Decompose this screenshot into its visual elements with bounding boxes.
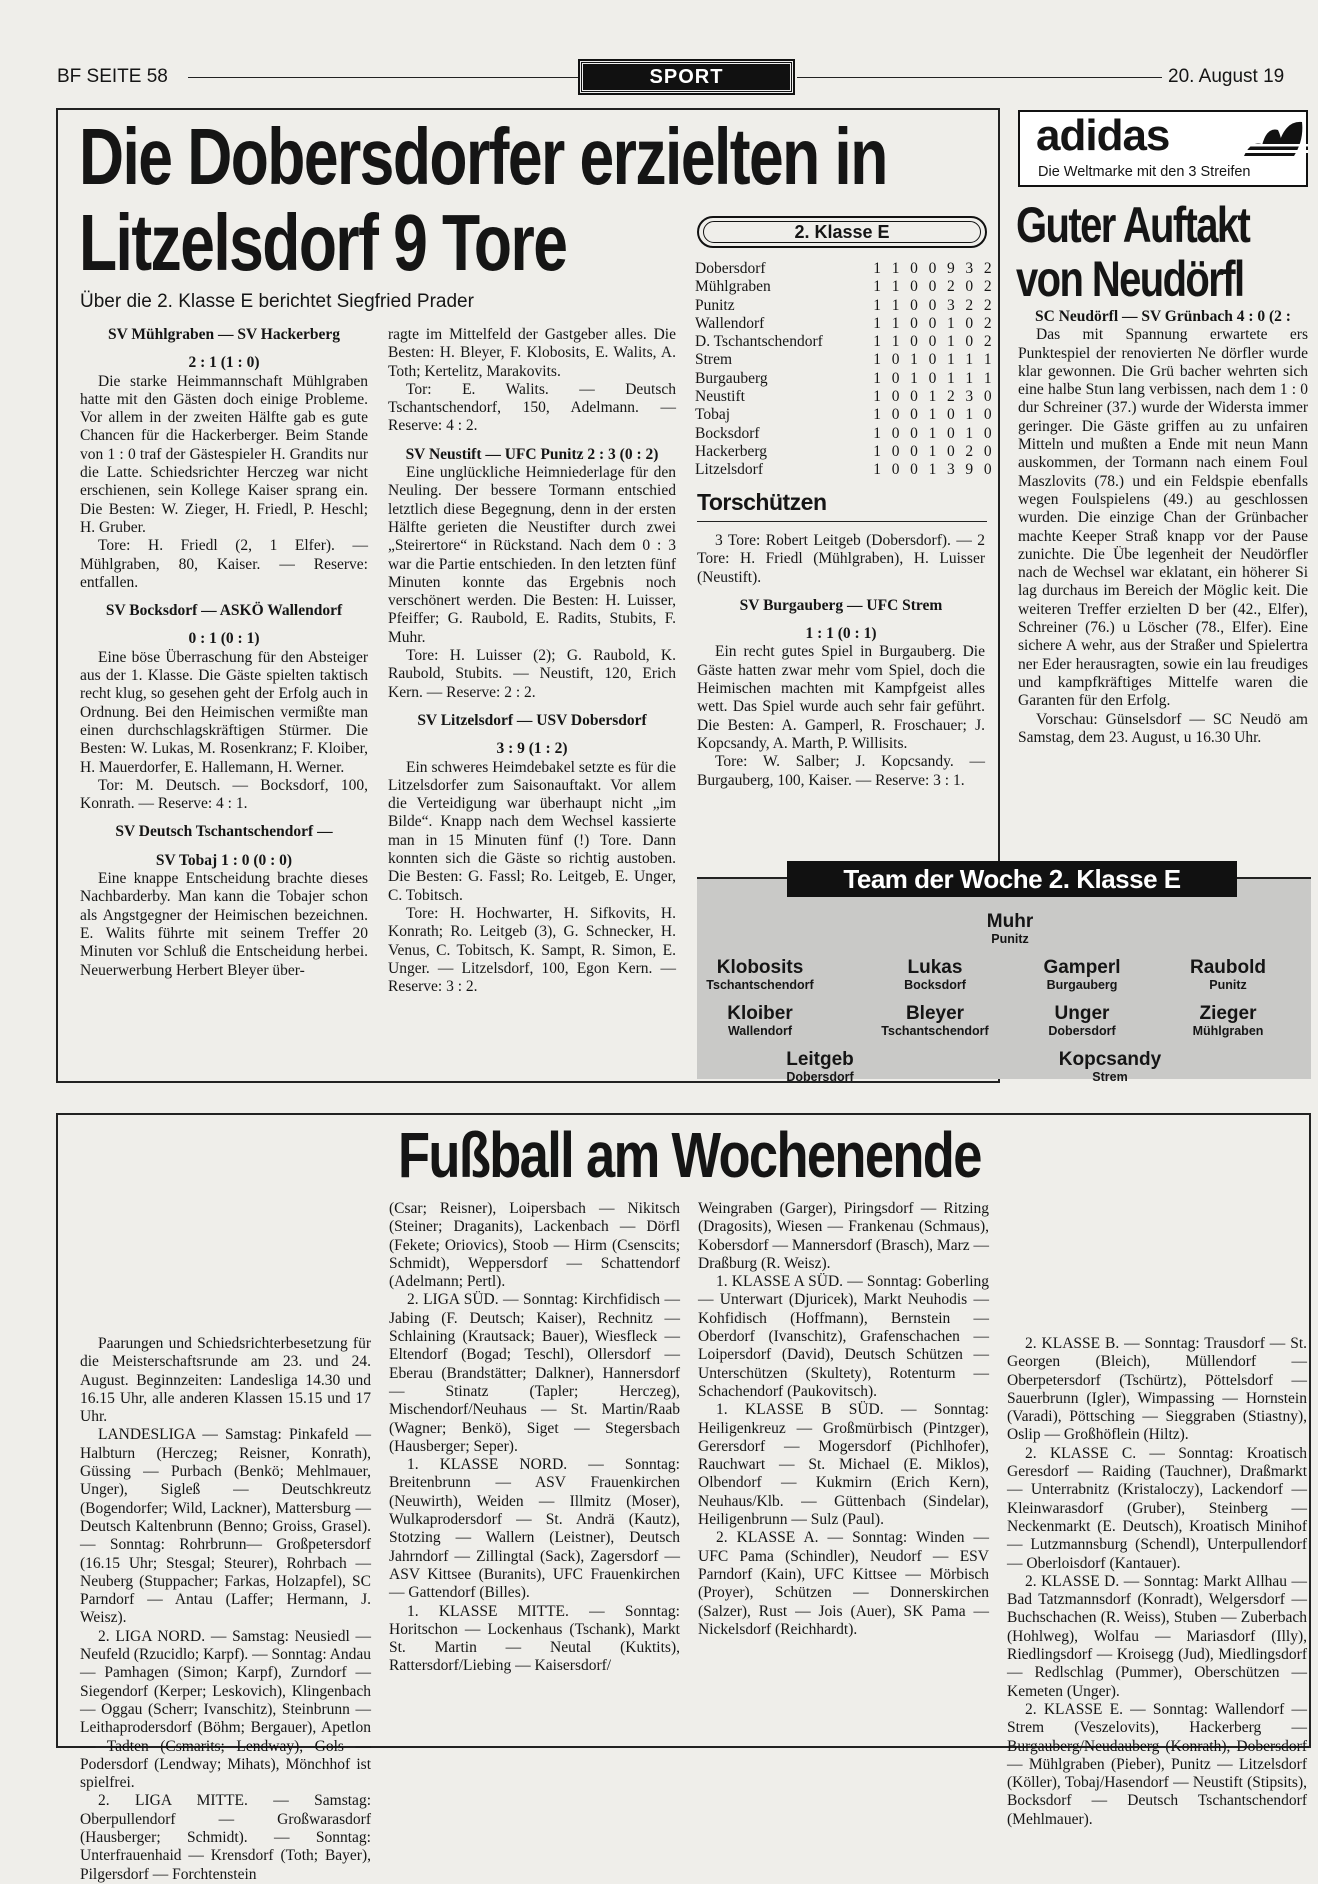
player-name: Klobosits (716, 957, 804, 978)
player-name: Unger (1054, 1003, 1110, 1024)
fixture-paragraph: 1. KLASSE A SÜD. — Sonntag: Goberling — Unterwart (Djuricek), Markt Neuhodis — Kohfidisch (Hoffmann), Bernstein — Oberdorf (Ivanschitz), Grafenschachen — Loipersdorf (David), Deutsch Schützen — Unterschützen (Skultety), Rotenturm — Schachendorf (Paukovitsch). (698, 1273, 989, 1400)
player-club: Dobersdorf (786, 1070, 854, 1084)
table-stats: 1 0 0 1 2 3 0 (873, 388, 995, 406)
table-row (695, 315, 995, 333)
standings-table (695, 260, 995, 480)
table-stats: 1 1 0 0 1 0 2 (873, 333, 995, 351)
table-stats: 1 1 0 0 1 0 2 (873, 314, 995, 332)
table-team: Burgauberg (695, 369, 768, 387)
table-stats: 1 0 0 1 3 9 0 (873, 461, 995, 479)
player-club: Wallendorf (727, 1024, 793, 1038)
match-heading: SV Mühlgraben — SV Hackerberg (108, 326, 340, 343)
headline-line-2: Litzelsdorf 9 Tore (79, 198, 567, 287)
table-stats: 1 0 0 1 0 1 0 (873, 406, 995, 424)
player-name: Kopcsandy (1058, 1049, 1162, 1070)
article1-column-3 (697, 532, 985, 790)
adidas-tagline: Die Weltmarke mit den 3 Streifen (1038, 164, 1251, 180)
paragraph: Das mit Spannung erwartete ers Punktespiel der renovierten Ne dörfler wurde klar gewonnen. Die Grü bacher wehrten sich eine halbe Stun lang verbissen, nach dem 1 : 0 dur Schreiner (37.) wurde der Widersta immer geringer. Die Gäste griffen au zu unfairen Mitteln und mußten a Ende mit neun Mann auskommen, der Tormann nach einem Foul Maszlovits (78.) und ein Feldspie ebenfalls wegen Foulspielens (49.) au geschlossen wurden. Die einzige Chan der Grünbacher machte Keeper Straß knapp vor der Pause zunichte. Die Übe legenheit der Neudörfler nach de Wechsel war eklatant, ein höherer Si lag durchaus im Bereich der Möglic keit. Die weiteren Treffer erzielten D ber (42., Elfer), Schreiner (76.) u Löscher (78., Elfer). Eine sichere A wehr, aus der Straßer und Spielertra ner Eder herausragten, sowie ein lau freudiges und kampfkräftiges Mittelfe waren die Garanten für den Erfolg. (1018, 326, 1308, 710)
player-club: Punitz (1209, 978, 1247, 992)
table-team: Strem (695, 351, 733, 369)
table-row (695, 297, 995, 315)
player-club: Mühlgraben (1192, 1024, 1264, 1038)
table-row (695, 388, 995, 406)
fixture-paragraph: Paarungen und Schiedsrichterbesetzung für die Meisterschaftsrunde am 23. und 24. August. Beginnzeiten: Landesliga 14.30 und 16.15 Uhr, alle anderen Klassen 15.15 und 17 Uhr. (80, 1335, 371, 1426)
header-rule-right (797, 77, 1162, 78)
table-team: D. Tschantschendorf (695, 333, 823, 351)
table-title: 2. Klasse E (703, 221, 981, 243)
match-heading: SV Burgauberg — UFC Strem (739, 596, 943, 614)
match-heading: 2 : 1 (1 : 0) (188, 354, 260, 372)
article1-column-1 (80, 326, 368, 980)
table-stats: 1 0 1 0 1 1 1 (873, 351, 995, 369)
table-team: Neustift (695, 388, 745, 406)
table-row (695, 443, 995, 461)
headline-line-1: Die Dobersdorfer erzielten in (79, 112, 887, 201)
player-name: Leitgeb (786, 1049, 854, 1070)
player-club: Dobersdorf (1048, 1024, 1116, 1038)
paragraph: Vorschau: Günselsdorf — SC Neudö am Samstag, dem 23. August, u 16.30 Uhr. (1018, 710, 1308, 746)
paragraph: 3 Tore: Robert Leitgeb (Dobersdorf). — 2 Tore: H. Friedl (Mühlgraben), H. Luisser (Neustift). (697, 532, 985, 586)
article1-column-2 (388, 326, 676, 996)
paragraph: Tor: E. Walits. — Deutsch Tschantschendorf, 150, Adelmann. — Reserve: 4 : 2. (388, 380, 676, 435)
fixture-paragraph: Weingraben (Garger), Piringsdorf — Ritzing (Dragosits), Wiesen — Frankenau (Schmaus), Kobersdorf — Mannersdorf (Brasch), Marz — Draßburg (R. Weisz). (698, 1200, 989, 1272)
paragraph: Eine knappe Entscheidung brachte dieses Nachbarderby. Man kann die Tobajer schon als Angstgegner der Heimischen bezeichnen. E. Walits führte mit seinem Treffer 20 Minuten vor Schluß die Entscheidung herbei. Neuerwerbung Herbert Bleyer über- (80, 870, 368, 979)
fixture-paragraph: LANDESLIGA — Samstag: Pinkafeld — Halbturn (Herczeg; Reisner, Konrath), Güssing — Purbach (Benkö; Mehlmauer, Unger), Sigleß — Deutschkreutz (Bogendorfer; Wild, Lackner), Mattersburg — Deutsch Kaltenbrunn (Benno; Groiss, Grasel). — Sonntag: Rohrbrunn— Großpetersdorf (16.15 Uhr; Stesgal; Steurer), Rohrbach — Neuberg (Stuppacher; Farkas, Holzapfel), SC Parndorf — Antau (Laffer; Hermann, J. Weisz). (80, 1426, 371, 1627)
paragraph: Eine unglückliche Heimniederlage für den Neuling. Der bessere Tormann entschied letztlich diese Begegnung, denn in der ersten Hälfte gerieten die Neustifter durch zwei „Steirertore“ in Rückstand. Nach dem 0 : 3 war die Partie entschieden. In den letzten fünf Minuten konnte das Ergebnis noch verschönert werden. Die Besten: H. Luisser, Pfeiffer; G. Raubold, E. Radits, Stubits, F. Muhr. (388, 464, 676, 646)
fixture-paragraph: 2. LIGA NORD. — Samstag: Neusiedl — Neufeld (Rzucidlo; Karpf). — Sonntag: Andau — Pamhagen (Simon; Karpf), Zurndorf — Siegendorf (Kerper; Leskovich), Klingenbach — Oggau (Scherr; Ivanschitz), Steinbrunn — Leithaprodersdorf (Böhm; Bergauer), Apetlon — Tadten (Csmarits; Lendway), Gols — Podersdorf (Lendway; Mihats), Mönchhof ist spielfrei. (80, 1627, 371, 1792)
header-rule-left (188, 77, 578, 78)
match-heading: SV Neustift — UFC Punitz 2 : 3 (0 : 2) (405, 445, 659, 463)
paragraph: Die starke Heimmannschaft Mühlgraben hatte mit den Gästen doch einige Probleme. Vor allem in der zweiten Hälfte gab es gute Chancen für die Hackerberger. Beim Stande von 1 : 0 traf der Gästespieler H. Grandits nur die Latte. Schiedsrichter Herczeg war nicht erschienen, sein Kollege Kaiser sprang ein. Die Besten: W. Zieger, H. Friedl, P. Heschl; H. Gruber. (80, 372, 368, 536)
paragraph-continued: ragte im Mittelfeld der Gastgeber alles. Die Besten: H. Bleyer, F. Klobosits, E. Walits, A. Toth; Kertelitz, Marakovits. (388, 326, 676, 380)
table-team: Wallendorf (695, 314, 765, 332)
side-headline-line-1: Guter Auftakt (1016, 197, 1250, 253)
paragraph: Tore: W. Salber; J. Kopcsandy. — Burgauberg, 100, Kaiser. — Reserve: 3 : 1. (697, 753, 985, 789)
section-label: SPORT (580, 61, 793, 93)
table-stats: 1 1 0 0 3 2 2 (873, 296, 995, 314)
player-club: Bocksdorf (904, 978, 966, 992)
table-team: Mühlgraben (695, 278, 771, 296)
paragraph: Tor: M. Deutsch. — Bocksdorf, 100, Konrath. — Reserve: 4 : 1. (80, 776, 368, 813)
fixture-paragraph: 2. LIGA MITTE. — Samstag: Oberpullendorf — Großwarasdorf (Hausberger; Schmidt). — Sonntag: Unterfrauenhaid — Krensdorf (Toth; Bayer), Pilgersdorf — Forchtenstein (80, 1792, 371, 1883)
player-name: Kloiber (727, 1003, 793, 1024)
fixture-paragraph: 2. KLASSE C. — Sonntag: Kroatisch Geresdorf — Raiding (Tauchner), Draßmarkt — Unterrabnitz (Kristaloczy), Lackendorf — Kleinwarasdorf (Gruber), Steinberg — Neckenmarkt (E. Deutsch), Kroatisch Minihof — Lutzmannsburg (Schendl), Unterpullendorf — Oberloisdorf (Kantauer). (1007, 1444, 1307, 1572)
paragraph: Eine böse Überraschung für den Absteiger aus der 1. Klasse. Die Gäste spielten taktisch recht klug, so gesehen geht der Erfolg auch in Ordnung. Bei den Heimischen vermißte man einen durchschlagskräftigen Stürmer. Die Besten: W. Lukas, M. Rosenkranz; F. Kloiber, H. Mauerdorfer, E. Hallemann, H. Werner. (80, 648, 368, 776)
weekend-column-1 (80, 1335, 371, 1884)
paragraph: Tore: H. Friedl (2, 1 Elfer). — Mühlgraben, 80, Kaiser. — Reserve: entfallen. (80, 537, 368, 591)
player-club: Burgauberg (1046, 978, 1118, 992)
trefoil-logo-icon (1242, 116, 1310, 160)
byline: Über die 2. Klasse E berichtet Siegfried Prader (80, 291, 474, 312)
weekend-headline: Fußball am Wochenende (398, 1119, 981, 1191)
weekend-column-2 (389, 1200, 680, 1676)
fixture-paragraph: 1. KLASSE MITTE. — Sonntag: Horitschon — Lockenhaus (Tschank), Markt St. Martin — Neutal (Kuktits), Rattersdorf/Liebing — Kaisersdorf/ (389, 1602, 680, 1675)
fixture-paragraph: 2. KLASSE E. — Sonntag: Wallendorf — Strem (Veszelovits), Hackerberg — Burgauberg/Neudauberg (Konrath), Dobersdorf — Mühlgraben (Pieber), Punitz — Litzelsdorf (Köller), Tobaj/Hasendorf — Neustift (Stipsits), Bocksdorf — Deutsch Tschantschendorf (Mehlmauer). (1007, 1700, 1307, 1828)
team-player (920, 912, 1100, 946)
team-player (670, 1004, 850, 1038)
table-team: Litzelsdorf (695, 461, 764, 479)
table-stats: 1 1 0 0 9 3 2 (873, 260, 995, 277)
table-stats: 1 0 0 1 0 1 0 (873, 424, 995, 442)
fixture-paragraph: 2. KLASSE D. — Sonntag: Markt Allhau — Bad Tatzmannsdorf (Konradt), Welgersdorf — Buchschachen (R. Weiss), Stuben — Zuberbach (Hohlweg), Wolfau — Mariasdorf (Illy), Riedlingsdorf — Kroisegg (Jud), Miedlingsdorf — Redlschlag (Pummer), Oberschützen — Kemeten (Unger). (1007, 1572, 1307, 1700)
match-heading: SC Neudörfl — SV Grünbach 4 : 0 (2 : (1035, 308, 1291, 325)
player-name: Zieger (1199, 1003, 1257, 1024)
article2-body (1018, 308, 1308, 747)
table-row (695, 333, 995, 351)
side-headline-line-2: von Neudörfl (1016, 251, 1244, 307)
player-name: Gamperl (1043, 957, 1121, 978)
fixture-paragraph: 2. LIGA SÜD. — Sonntag: Kirchfidisch — Jabing (F. Deutsch; Kaiser), Rechnitz — Schlaining (Krautsack; Bauer), Wiesfleck — Eltendorf (Bogad; Teschl), Ollersdorf — Eberau (Brandstätter; Dalkner), Hannersdorf — Stinatz (Tapler; Herczeg), Mischendorf/Neuhaus — St. Martin/Raab (Wagner; Benkö), Siget — Stegersbach (Hausberger; Seper). (389, 1291, 680, 1455)
scorers-title: Torschützen (697, 489, 827, 515)
player-club: Punitz (991, 932, 1029, 946)
page-date: 20. August 19 (1168, 66, 1285, 87)
table-stats: 1 1 0 0 2 0 2 (873, 278, 995, 296)
table-row (695, 370, 995, 388)
paragraph: Tore: H. Hochwarter, H. Sifkovits, H. Konrath; Ro. Leitgeb (3), G. Schnecker, H. Venus, C. Tobitsch, K. Sampt, R. Simon, E. Unger. — Litzelsdorf, 100, Egon Kern. — Reserve: 3 : 2. (388, 904, 676, 996)
fixture-paragraph: 1. KLASSE B SÜD. — Sonntag: Heiligenkreuz — Großmürbisch (Pintzger), Gerersdorf — Mogersdorf (Pichlhofer), Rauchwart — St. Michael (E. Miklos), Olbendorf — Kukmirn (Erich Kern), Neuhaus/Klb. — Güttenbach (Sindelar), Heiligenbrunn — Sulz (Paul). (698, 1401, 989, 1529)
player-name: Bleyer (905, 1003, 965, 1024)
paragraph: Ein schweres Heimdebakel setzte es für die Litzelsdorfer zum Saisonauftakt. Vor allem die Verteidigung war überhaupt nicht „im Bilde“. Knapp nach dem Wechsel kassierte man in 15 Minuten fünf (!) Tore. Dann konnten sich die Gäste so richtig austoben. Die Besten: G. Fassl; Ro. Leitgeb, E. Unger, C. Tobitsch. (388, 758, 676, 904)
team-player (1138, 1004, 1318, 1038)
match-heading: SV Deutsch Tschantschendorf — (115, 823, 333, 841)
weekend-column-4 (1007, 1335, 1307, 1829)
table-team: Dobersdorf (695, 260, 766, 277)
paragraph: Tore: H. Luisser (2); G. Raubold, K. Raubold, Stubits. — Neustift, 120, Erich Kern. — Reserve: 2 : 2. (388, 647, 676, 701)
match-heading: 1 : 1 (0 : 1) (805, 625, 877, 643)
team-player (670, 958, 850, 992)
fixture-paragraph: 2. KLASSE A. — Sonntag: Winden — UFC Pama (Schindler), Neudorf — ESV Parndorf (Kain), UFC Kittsee — Mörbisch (Proyer), Schützen — Donnerskirchen (Salzer), Rust — Jois (Auer), SK Pama — Nickelsdorf (Reichhardt). (698, 1529, 989, 1638)
scorers-rule (697, 521, 987, 522)
paragraph: Ein recht gutes Spiel in Burgauberg. Die Gäste hatten zwar mehr vom Spiel, doch die Heimischen machten mit Kampfgeist alles wett. Das Spiel wurde auch sehr fair geführt. Die Besten: A. Gamperl, R. Froschauer; J. Kopcsandy, A. Marth, P. Willisits. (697, 643, 985, 752)
fixture-paragraph: 1. KLASSE NORD. — Sonntag: Breitenbrunn — ASV Frauenkirchen (Neuwirth), Weiden — Illmitz (Moser), Wulkaprodersdorf — St. Andrä (Kautz), Stotzing — Wallern (Leistner), Deutsch Jahrndorf — Zillingtal (Sack), Zagersdorf — ASV Kittsee (Buranits), UFC Frauenkirchen — Gattendorf (Billes). (389, 1456, 680, 1602)
player-club: Tschantschendorf (881, 1024, 989, 1038)
table-title-box (697, 216, 987, 248)
match-heading: SV Tobaj 1 : 0 (0 : 0) (155, 851, 293, 869)
weekend-column-3 (698, 1200, 989, 1639)
match-heading: 3 : 9 (1 : 2) (496, 740, 568, 758)
table-team: Punitz (695, 296, 735, 314)
match-heading: SV Bocksdorf — ASKÖ Wallendorf (105, 602, 343, 620)
player-club: Strem (1092, 1070, 1128, 1084)
player-name: Lukas (907, 957, 963, 978)
team-player (1138, 958, 1318, 992)
table-team: Tobaj (695, 406, 731, 424)
player-name: Muhr (986, 911, 1034, 932)
table-team: Hackerberg (695, 442, 768, 460)
adidas-ad (1018, 110, 1308, 187)
table-row (695, 278, 995, 296)
table-stats: 1 0 1 0 1 1 1 (873, 369, 995, 387)
table-row (695, 461, 995, 479)
player-name: Raubold (1190, 957, 1266, 978)
table-team: Bocksdorf (695, 424, 760, 442)
match-heading: 0 : 1 (0 : 1) (188, 630, 260, 648)
team-player (1020, 1050, 1200, 1084)
team-player (730, 1050, 910, 1084)
table-row (695, 406, 995, 424)
fixture-paragraph: (Csar; Reisner), Loipersbach — Nikitsch (Steiner; Draganits), Lackenbach — Dörfl (Fekete; Oriovics), Stoob — Hirm (Csenscits; Schmidt), Weppersdorf — Schattendorf (Adelmann; Pertl). (389, 1200, 680, 1291)
page-label: BF SEITE 58 (57, 66, 168, 87)
table-row (695, 425, 995, 443)
match-heading: SV Litzelsdorf — USV Dobersdorf (417, 711, 647, 729)
fixture-paragraph: 2. KLASSE B. — Sonntag: Trausdorf — St. Georgen (Bleich), Müllendorf — Oberpetersdorf (Tschürtz), Pöttelsdorf — Sauerbrunn (Igler), Wimpassing — Hornstein (Varadi), Pöttsching — Sieggraben (Stiastny), Oslip — Großhöflein (Hiltz). (1007, 1335, 1307, 1444)
table-row (695, 260, 995, 278)
adidas-brand: adidas (1036, 111, 1170, 160)
team-of-week-title: Team der Woche 2. Klasse E (787, 861, 1237, 897)
table-stats: 1 0 0 1 0 2 0 (873, 442, 995, 460)
player-club: Tschantschendorf (706, 978, 814, 992)
table-row (695, 351, 995, 369)
